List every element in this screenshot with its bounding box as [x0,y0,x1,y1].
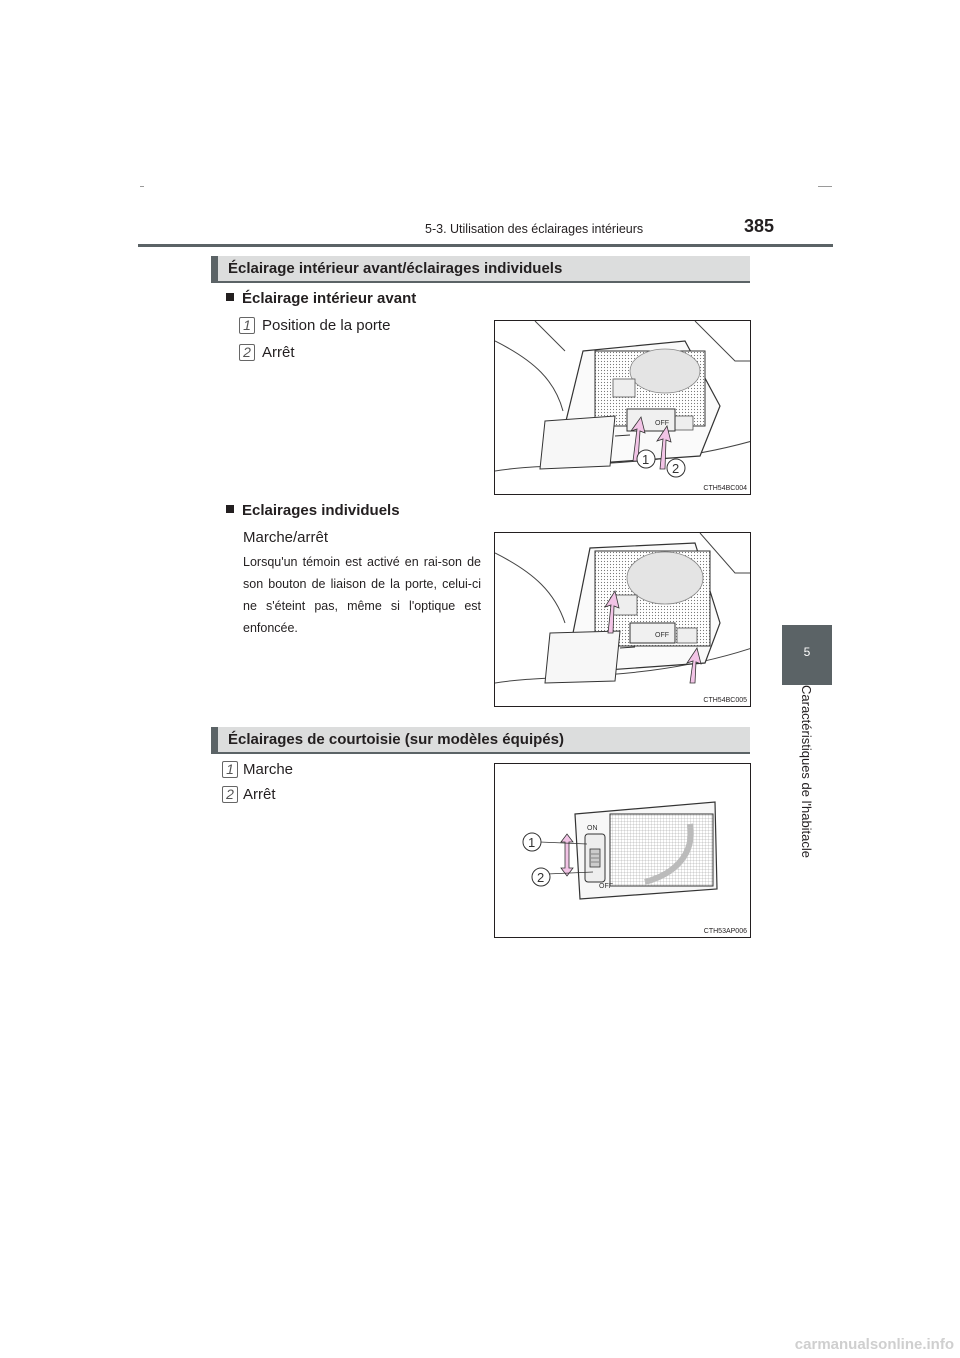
header-rule [138,244,833,247]
watermark: carmanualsonline.info [794,1336,954,1353]
courtesy-lights-illustration [495,764,751,938]
figure-individual-lights [494,532,751,707]
item-text-on-off: Marche/arrêt [243,529,329,546]
subheading-front-light [226,290,416,307]
section-heading-2: Éclairages de courtoisie (sur modèles équipés) [211,727,750,754]
item-text-off: Arrêt [262,344,295,361]
on-label: ON [587,825,598,832]
individual-lights-illustration [495,533,751,707]
front-light-illustration [495,321,751,495]
off-label: OFF [599,883,613,890]
square-bullet-icon [226,293,234,301]
callout-2: 2 [672,461,680,476]
item-number-badge: 2 [222,786,238,803]
crop-mark-left [140,186,144,187]
figure-courtesy-lights [494,763,751,938]
subheading-individual-lights [226,502,400,519]
note-paragraph: Lorsqu'un témoin est activé en rai-son de son bouton de liaison de la porte, celui-ci ne s'éteint pas, même si l'optique est enfoncée. [243,555,481,635]
figure-code: CTH53AP006 [703,928,747,935]
figure-front-interior-light [494,320,751,495]
chapter-title-vertical [782,685,832,880]
callout-2: 2 [537,870,545,885]
page-number: 385 [744,216,775,236]
callout-1: 1 [528,835,536,850]
item-text-door-position: Position de la porte [262,317,391,334]
off-switch-label: OFF [655,632,669,639]
chapter-title: Caractéristiques de l'habitacle [799,685,814,859]
subheading-front-light-text: Éclairage intérieur avant [242,290,417,307]
running-header: 5-3. Utilisation des éclairages intérieurs [425,222,644,236]
callout-1: 1 [642,452,650,467]
item-number-badge: 1 [222,761,238,778]
section-heading-1: Éclairage intérieur avant/éclairages individuels [211,256,750,283]
crop-mark-right [818,186,832,187]
figure-code: CTH54BC005 [703,697,747,704]
square-bullet-icon [226,505,234,513]
chapter-tab: 5 [782,625,832,685]
subheading-individual-lights-text: Eclairages individuels [242,502,400,519]
off-switch-label: OFF [655,420,669,427]
item-text-on: Marche [243,761,294,778]
figure-code: CTH54BC004 [703,485,747,492]
item-number-badge: 1 [239,317,255,334]
item-number-badge: 2 [239,344,255,361]
item-text-off: Arrêt [243,786,276,803]
